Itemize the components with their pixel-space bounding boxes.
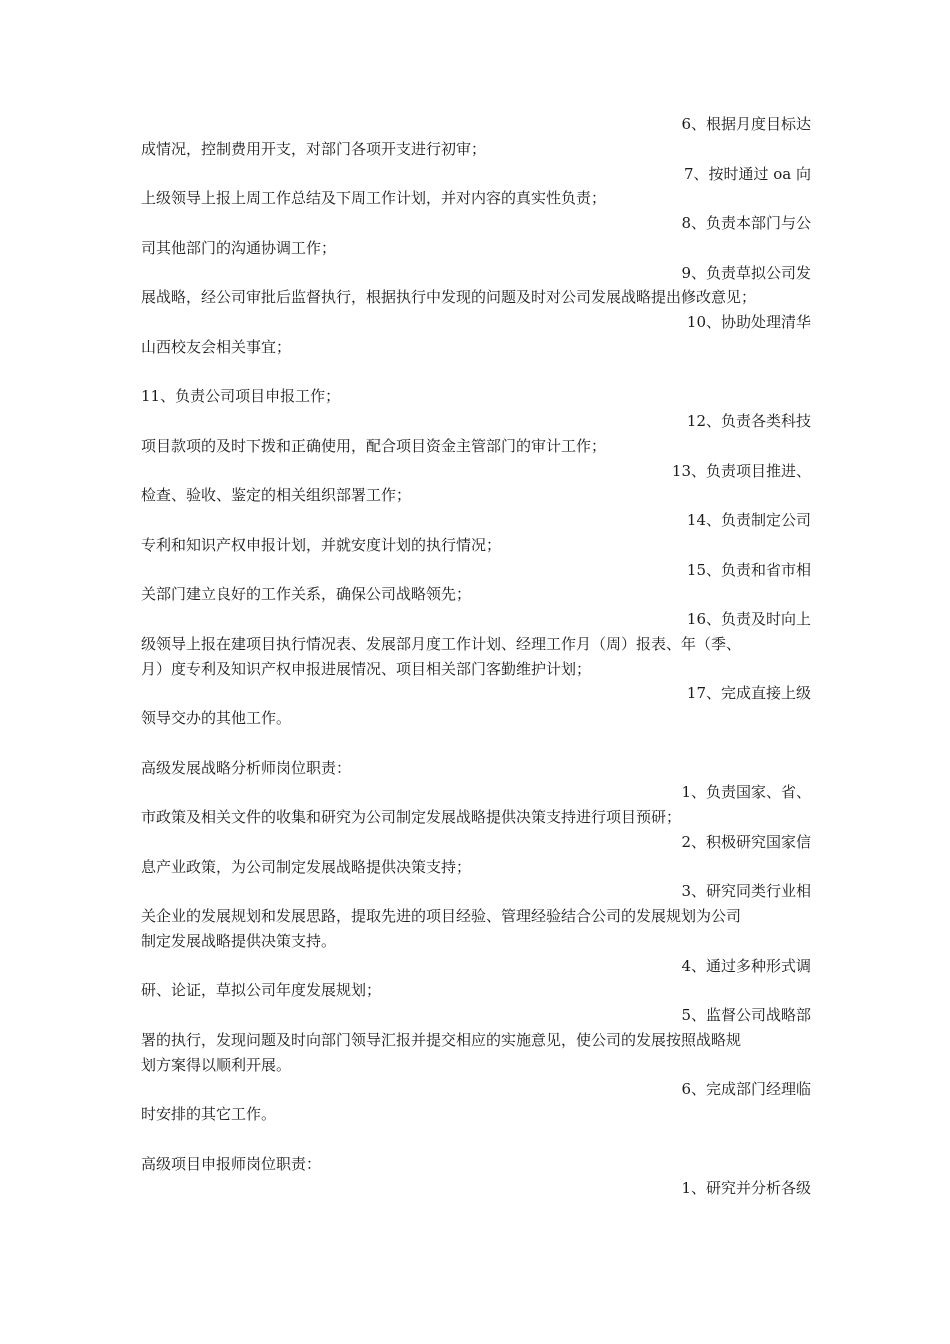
text-line: 检查、验收、鉴定的相关组织部署工作；	[141, 486, 412, 505]
text-line: 领导交办的其他工作。	[141, 709, 292, 727]
document-page	[141, 112, 811, 1201]
text-line: 司其他部门的沟通协调工作；	[141, 238, 337, 257]
text-line: 13、负责项目推进、	[671, 461, 811, 480]
text-line: 项目款项的及时下拨和正确使用，配合项目资金主管部门的审计工作；	[141, 436, 607, 455]
text-line: 月）度专利及知识产权申报进展情况、项目相关部门客勤维护计划；	[141, 659, 592, 678]
text-line: 14、负责制定公司	[686, 511, 811, 529]
text-line: 专利和知识产权申报计划，并就安度计划的执行情况；	[141, 535, 502, 554]
text-line: 上级领导上报上周工作总结及下周工作计划，并对内容的真实性负责；	[141, 189, 607, 208]
text-line: 15、负责和省市相	[686, 560, 811, 579]
text-line: 8、负责本部门与公	[681, 214, 811, 232]
text-line: 时安排的其它工作。	[141, 1105, 277, 1123]
text-line: 山西校友会相关事宜；	[141, 337, 292, 356]
text-line: 研、论证，草拟公司年度发展规划；	[141, 981, 382, 1000]
text-line: 12、负责各类科技	[686, 412, 811, 430]
text-line: 息产业政策，为公司制定发展战略提供决策支持；	[141, 857, 472, 876]
blank-line	[141, 360, 811, 385]
text-line: 6、根据月度目标达	[681, 115, 811, 133]
text-line: 关部门建立良好的工作关系，确保公司战略领先；	[141, 585, 472, 604]
text-line: 署的执行，发现问题及时向部门领导汇报并提交相应的实施意见，使公司的发展按照战略规	[141, 1030, 742, 1049]
text-line: 成情况，控制费用开支，对部门各项开支进行初审；	[141, 139, 487, 158]
text-line: 1、负责国家、省、	[681, 783, 811, 802]
text-line: 17、完成直接上级	[686, 684, 811, 703]
text-line: 2、积极研究国家信	[681, 832, 811, 851]
text-line: 4、通过多种形式调	[681, 956, 811, 975]
text-line: 高级项目申报师岗位职责：	[141, 1154, 322, 1173]
blank-line	[141, 1127, 811, 1152]
text-line: 1、研究并分析各级	[681, 1179, 811, 1198]
text-line: 9、负责草拟公司发	[681, 263, 811, 282]
text-line: 7、按时通过 oa 向	[683, 164, 811, 183]
text-line: 16、负责及时向上	[686, 610, 811, 628]
text-line: 划方案得以顺利开展。	[141, 1055, 292, 1074]
text-line: 制定发展战略提供决策支持。	[141, 931, 337, 950]
text-line: 级领导上报在建项目执行情况表、发展部月度工作计划、经理工作月（周）报表、年（季、	[141, 634, 742, 653]
text-line: 市政策及相关文件的收集和研究为公司制定发展战略提供决策支持进行项目预研；	[141, 808, 682, 826]
text-line: 10、协助处理清华	[686, 313, 811, 331]
text-line: 关企业的发展规划和发展思路，提取先进的项目经验、管理经验结合公司的发展规划为公司	[141, 907, 742, 925]
text-line: 11、负责公司项目申报工作；	[141, 387, 341, 406]
text-line: 3、研究同类行业相	[681, 882, 811, 901]
text-line: 6、完成部门经理临	[681, 1080, 811, 1099]
text-line: 展战略，经公司审批后监督执行，根据执行中发现的问题及时对公司发展战略提出修改意见；	[141, 288, 757, 307]
text-line: 高级发展战略分析师岗位职责：	[141, 758, 352, 777]
text-line: 5、监督公司战略部	[681, 1006, 811, 1024]
blank-line	[141, 731, 811, 756]
